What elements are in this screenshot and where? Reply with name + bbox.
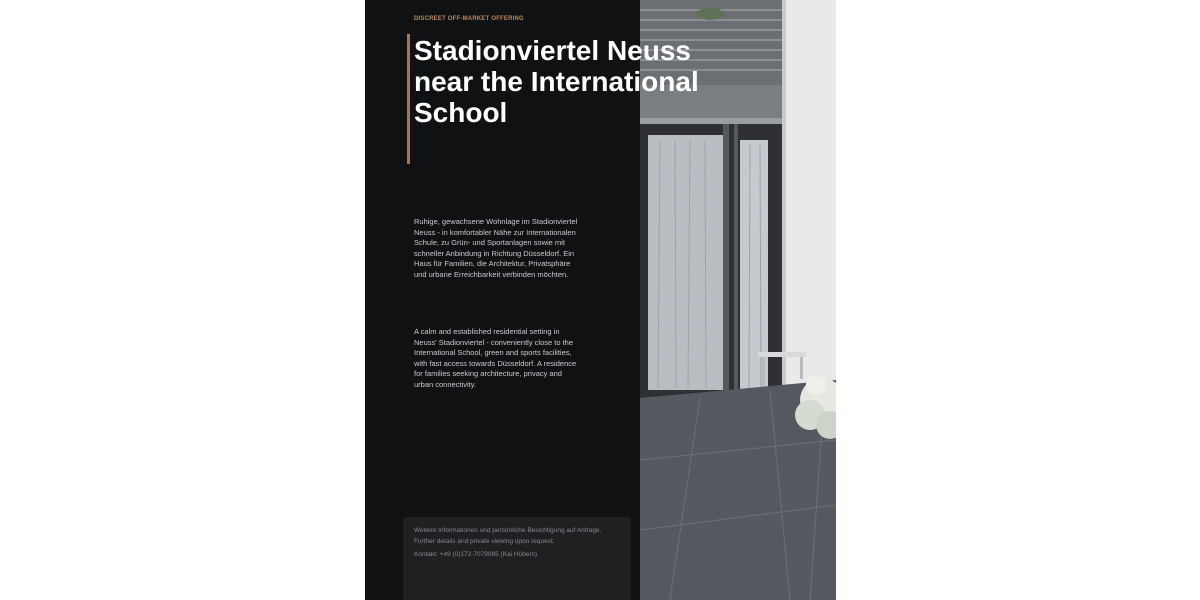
contact-phone: Kontakt: +49 (0)172-7079085 (Kai Hübers) <box>414 551 538 558</box>
page-title: Stadionviertel Neuss near the International School <box>414 35 699 128</box>
intro-paragraph-german: Ruhige, gewachsene Wohnlage im Stadionviertel Neuss - in komfortabler Nähe zur Internationalen Schule, zu Grün- und Sportanlagen sowie mit schneller Anbindung in Richtung Düsseldorf. Ein Haus für Familien, die Architektur, Privatsphäre und urbane Erreichbarkeit verbinden möchten. <box>414 217 578 279</box>
eyebrow-label: DISCREET OFF-MARKET OFFERING <box>414 16 524 22</box>
contact-info-german: Weitere Informationen und persönliche Besichtigung auf Anfrage. <box>414 527 602 534</box>
intro-paragraph-english: A calm and established residential setting in Neuss' Stadionviertel - conveniently close to the International School, green and sports facilities, with fast access towards Düsseldorf. A residence for families seeking architecture, privacy and urban connectivity. <box>414 327 577 389</box>
brochure-page <box>365 0 836 600</box>
contact-info-english: Further details and private viewing upon request. <box>414 538 555 545</box>
contact-box <box>403 517 631 600</box>
accent-bar <box>407 34 410 164</box>
